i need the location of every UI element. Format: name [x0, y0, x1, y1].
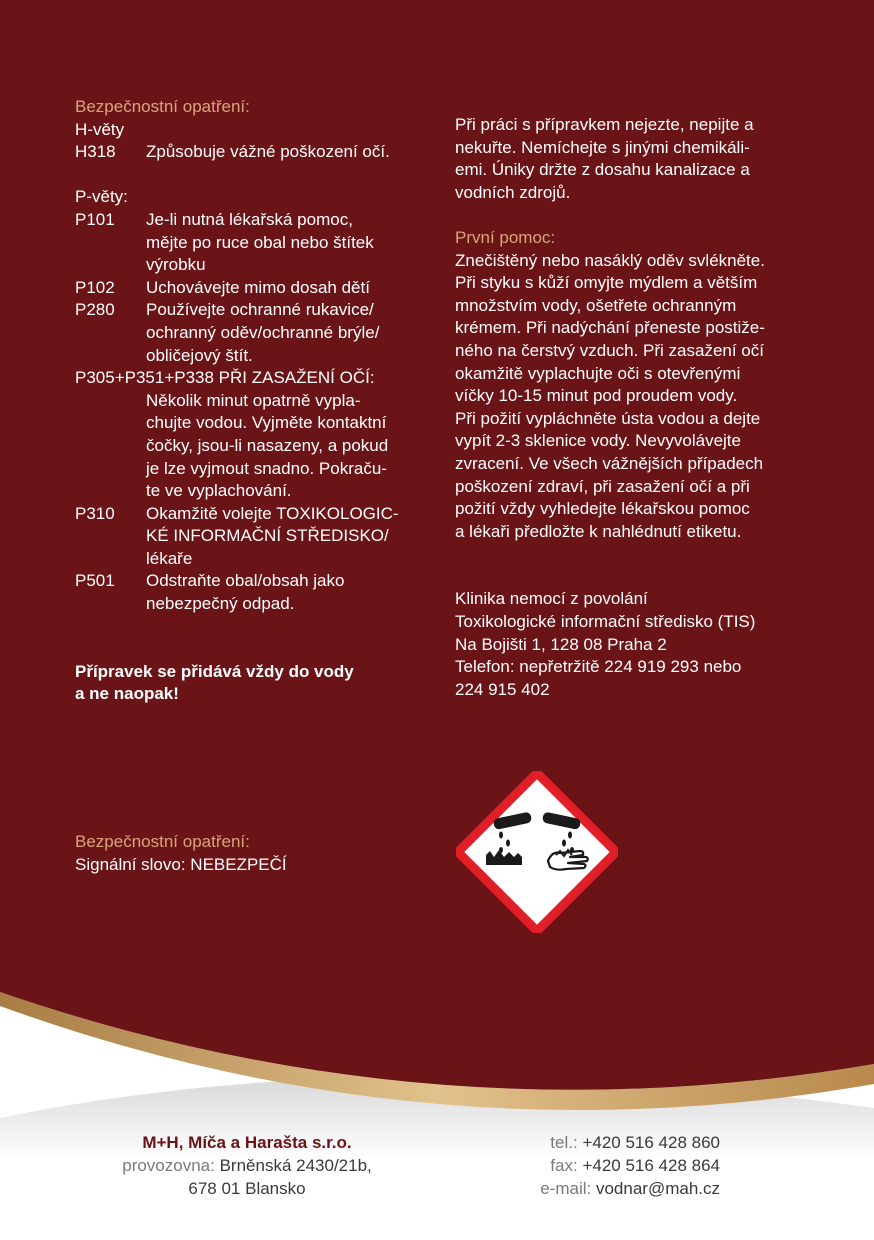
- right-column: [455, 114, 815, 701]
- text-line: Při požití vypláchněte ústa vodou a dejte: [455, 408, 761, 428]
- statement-code: P305+P351+P338 PŘI ZASAŽENÍ OČÍ:: [75, 368, 375, 388]
- signal-word: Signální slovo: NEBEZPEČÍ: [75, 854, 287, 874]
- first-aid-text: [455, 250, 815, 544]
- statement-line: lékaře: [146, 548, 193, 568]
- statement-code: H318: [75, 142, 116, 162]
- statement-line: ochranný oděv/ochranné brýle/: [146, 322, 380, 342]
- company-address: [60, 1131, 434, 1200]
- statement-line: čočky, jsou-li nasazeny, a pokud: [146, 435, 389, 455]
- phone-label: tel.:: [550, 1133, 578, 1152]
- hazard-heading: Bezpečnostní opatření:: [75, 97, 250, 116]
- email-label: e-mail:: [540, 1179, 592, 1198]
- text-line: vodních zdrojů.: [455, 182, 571, 202]
- statement-line: Okamžitě volejte TOXIKOLOGIC-: [146, 503, 399, 523]
- text-line: Telefon: nepřetržitě 224 919 293 nebo: [455, 657, 742, 677]
- text-line: zvracení. Ve všech vážnějších případech: [455, 453, 764, 473]
- statement-line: KÉ INFORMAČNÍ STŘEDISKO/: [146, 526, 389, 546]
- phone-line: [470, 1131, 720, 1154]
- statement-line: mějte po ruce obal nebo štítek: [146, 232, 374, 252]
- text-line: ného na čerstvý vzduch. Při zasažení očí: [455, 340, 764, 360]
- text-line: Při styku s kůží omyjte mýdlem a větším: [455, 273, 758, 293]
- p-statement: [75, 277, 435, 300]
- text-line: vypít 2-3 sklenice vody. Nevyvolávejte: [455, 431, 741, 451]
- p-statement: [75, 570, 435, 615]
- statement-code: P310: [75, 503, 115, 523]
- company-contacts: [470, 1131, 720, 1200]
- statement-code: P280: [75, 300, 115, 320]
- text-line: okamžitě vyplachujte oči s otevřenými: [455, 363, 741, 383]
- text-line: požití vždy vyhledejte lékařskou pomoc: [455, 499, 750, 519]
- text-line: poškození zdraví, při zasažení očí a při: [455, 476, 750, 496]
- h-statement: [75, 141, 435, 164]
- phone-number[interactable]: +420 516 428 860: [582, 1133, 720, 1152]
- statement-code: P501: [75, 571, 115, 591]
- fax-number: +420 516 428 864: [582, 1156, 720, 1175]
- statement-line: obličejový štít.: [146, 345, 253, 365]
- fax-line: [470, 1154, 720, 1177]
- statement-line: chujte vodou. Vyjměte kontaktní: [146, 413, 387, 433]
- text-line: emi. Úniky držte z dosahu kanalizace a: [455, 160, 750, 180]
- handling-instructions: [455, 114, 815, 204]
- warning-note: [75, 661, 435, 706]
- address-line: [60, 1154, 434, 1177]
- statement-line: výrobku: [146, 255, 206, 275]
- h-statements-title: H-věty: [75, 119, 125, 139]
- company-name: M+H, Míča a Harašta s.r.o.: [142, 1133, 352, 1152]
- text-line: Znečištěný nebo nasáklý oděv svlékněte.: [455, 250, 765, 270]
- statement-line: te ve vyplachování.: [146, 481, 292, 501]
- p-statement: [75, 209, 435, 277]
- statement-line: Je-li nutná lékařská pomoc,: [146, 209, 353, 229]
- corrosion-pictogram-icon: [456, 771, 618, 933]
- text-line: Klinika nemocí z povolání: [455, 589, 648, 609]
- statement-line: nebezpečný odpad.: [146, 594, 295, 614]
- toxicology-contact: [455, 588, 815, 701]
- statement-line: Odstraňte obal/obsah jako: [146, 571, 345, 591]
- statement-text: Způsobuje vážné poškození očí.: [146, 142, 390, 162]
- address-city: 678 01 Blansko: [188, 1179, 306, 1198]
- text-line: nekuřte. Nemíchejte s jinými chemikáli-: [455, 137, 750, 157]
- p-statement: [75, 503, 435, 571]
- text-line: Na Bojišti 1, 128 08 Praha 2: [455, 634, 667, 654]
- statement-line: Používejte ochranné rukavice/: [146, 300, 374, 320]
- statement-code: P101: [75, 209, 115, 229]
- text-line: víčky 10-15 minut pod proudem vody.: [455, 386, 738, 406]
- p-combo-statement: [75, 367, 435, 503]
- statement-code: P102: [75, 277, 115, 297]
- text-line: množstvím vody, ošetřete ochranným: [455, 295, 737, 315]
- fax-label: fax:: [550, 1156, 578, 1175]
- statement-line: Několik minut opatrně vypla-: [146, 390, 361, 410]
- p-statements-title: P-věty:: [75, 187, 128, 207]
- email-line: [470, 1177, 720, 1200]
- left-column: [75, 96, 435, 706]
- warning-line: a ne naopak!: [75, 684, 179, 704]
- text-line: Toxikologické informační středisko (TIS): [455, 612, 756, 632]
- statement-line: Uchovávejte mimo dosah dětí: [146, 277, 370, 297]
- address-label: provozovna:: [122, 1156, 215, 1175]
- signal-word-block: [75, 831, 435, 876]
- email-address[interactable]: vodnar@mah.cz: [595, 1179, 720, 1198]
- text-line: 224 915 402: [455, 679, 550, 699]
- statement-line: je lze vyjmout snadno. Pokraču-: [146, 458, 387, 478]
- signal-heading: Bezpečnostní opatření:: [75, 832, 250, 851]
- text-line: Při práci s přípravkem nejezte, nepijte a: [455, 115, 754, 134]
- address-street: Brněnská 2430/21b,: [219, 1156, 372, 1175]
- text-line: krémem. Při nadýchání přeneste postiže-: [455, 318, 765, 338]
- p-statement: [75, 299, 435, 367]
- first-aid-heading: První pomoc:: [455, 227, 556, 247]
- text-line: a lékaři předložte k nahlédnutí etiketu.: [455, 521, 742, 541]
- warning-line: Přípravek se přidává vždy do vody: [75, 661, 354, 681]
